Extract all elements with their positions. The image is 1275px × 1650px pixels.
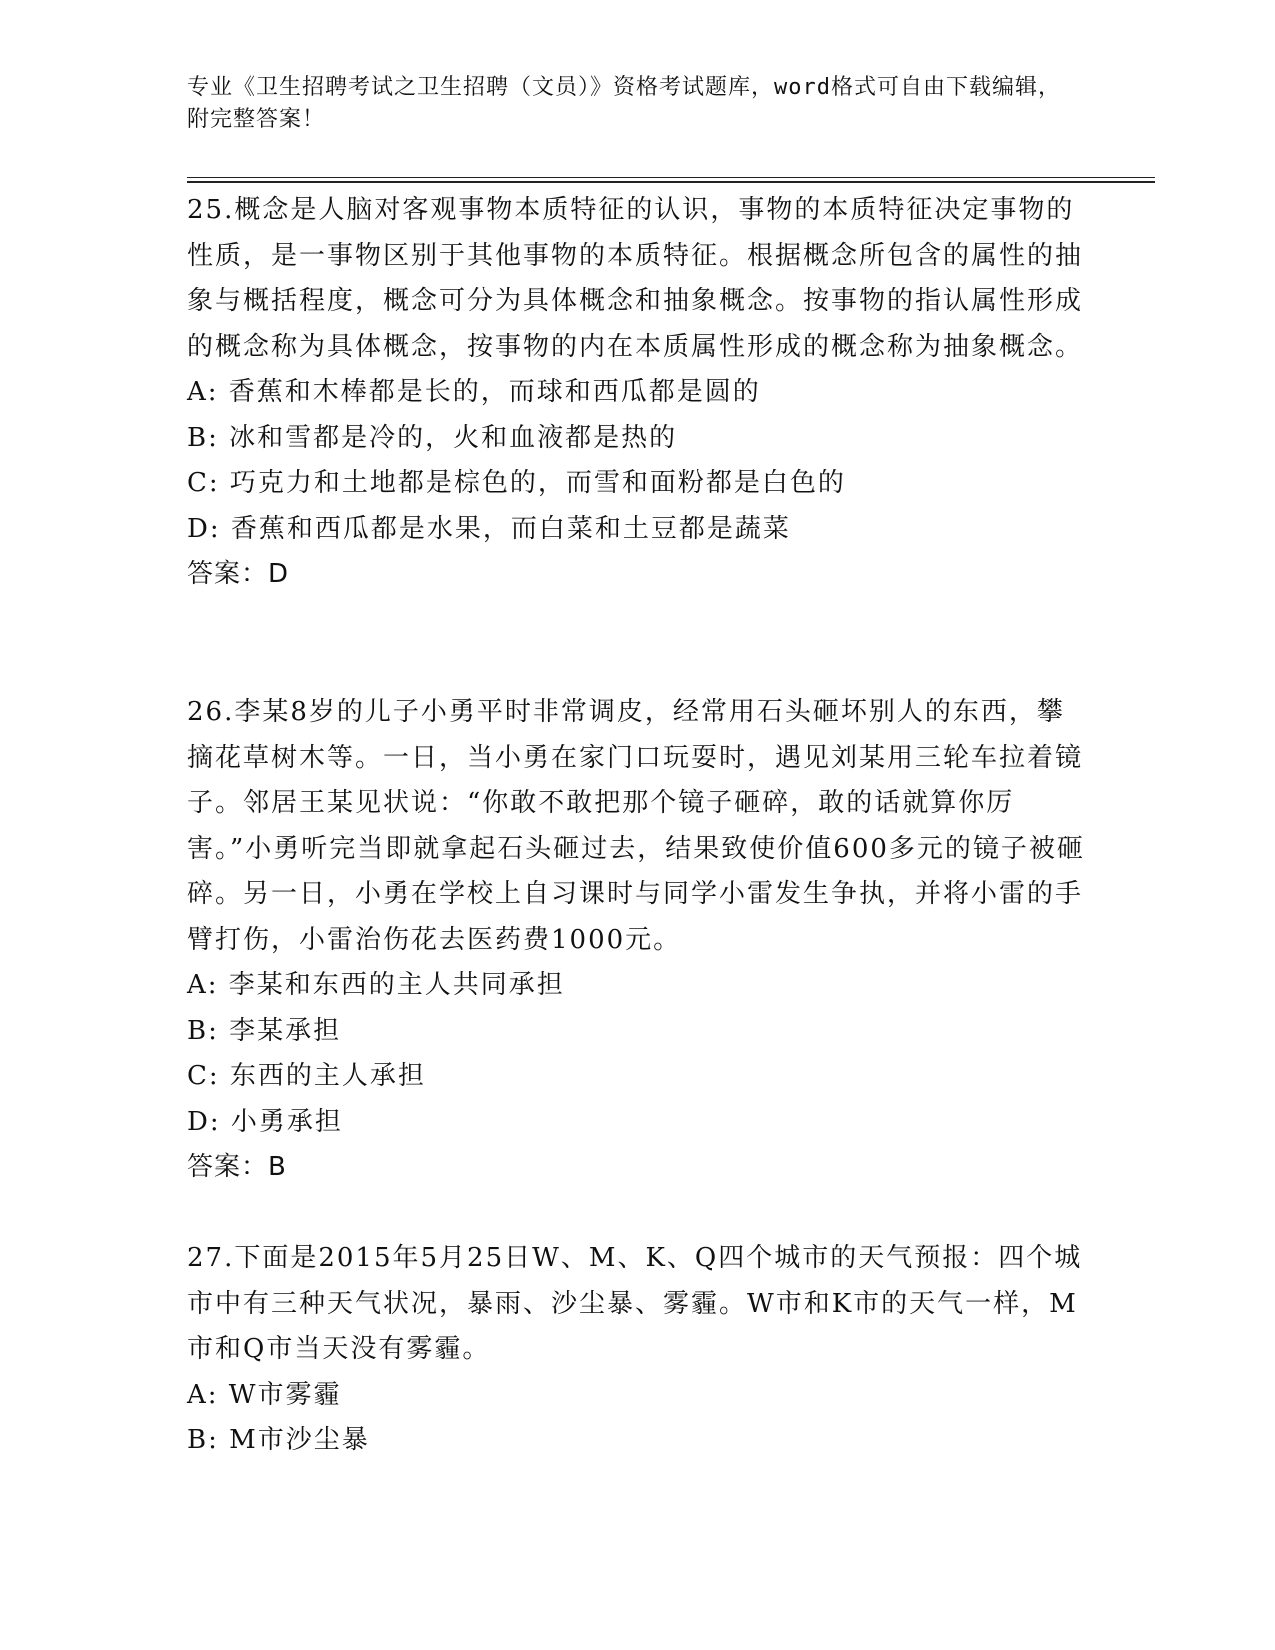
option-a: A: 李某和东西的主人共同承担 [187, 970, 565, 1000]
question-26 [187, 690, 1087, 1191]
option-d: D: 香蕉和西瓜都是水果，而白菜和土豆都是蔬菜 [187, 513, 791, 544]
document-header: 专业《卫生招聘考试之卫生招聘（文员）》资格考试题库，word格式可自由下载编辑，附完整答案！ [187, 75, 1061, 132]
header-divider-thick [187, 181, 1155, 183]
question-27 [187, 1236, 1087, 1464]
option-a: A: W市雾霾 [187, 1379, 342, 1410]
answer: 答案：D [187, 559, 290, 589]
header-divider-thin [187, 177, 1155, 178]
question-stem: 27.下面是2015年5月25日W、M、K、Q四个城市的天气预报：四个城市中有三种天气状况，暴雨、沙尘暴、雾霾。W市和K市的天气一样，M市和Q市当天没有雾霾。 [187, 1243, 1083, 1364]
option-b: B: M市沙尘暴 [187, 1425, 370, 1455]
answer: 答案：B [187, 1152, 287, 1182]
question-stem: 25.概念是人脑对客观事物本质特征的认识，事物的本质特征决定事物的性质，是一事物区别于其他事物的本质特征。根据概念所包含的属性的抽象与概括程度，概念可分为具体概念和抽象概念。按事物的指认属性形成的概念称为具体概念，按事物的内在本质属性形成的概念称为抽象概念。 [187, 195, 1084, 362]
question-25 [187, 188, 1087, 598]
option-d: D: 小勇承担 [187, 1106, 343, 1137]
option-a: A: 香蕉和木棒都是长的，而球和西瓜都是圆的 [187, 377, 761, 407]
option-b: B: 冰和雪都是冷的，火和血液都是热的 [187, 422, 678, 453]
option-c: C: 东西的主人承担 [187, 1061, 426, 1091]
option-c: C: 巧克力和土地都是棕色的，而雪和面粉都是白色的 [187, 468, 846, 498]
option-b: B: 李某承担 [187, 1015, 342, 1046]
question-stem: 26.李某8岁的儿子小勇平时非常调皮，经常用石头砸坏别人的东西，攀摘花草树木等。一日，当小勇在家门口玩耍时，遇见刘某用三轮车拉着镜子。邻居王某见状说：“你敢不敢把那个镜子砸碎，敢的话就算你厉害。”小勇听完当即就拿起石头砸过去，结果致使价值600多元的镜子被砸碎。另一日，小勇在学校上自习课时与同学小雷发生争执，并将小雷的手臂打伤，小雷治伤花去医药费1000元。 [187, 697, 1085, 955]
